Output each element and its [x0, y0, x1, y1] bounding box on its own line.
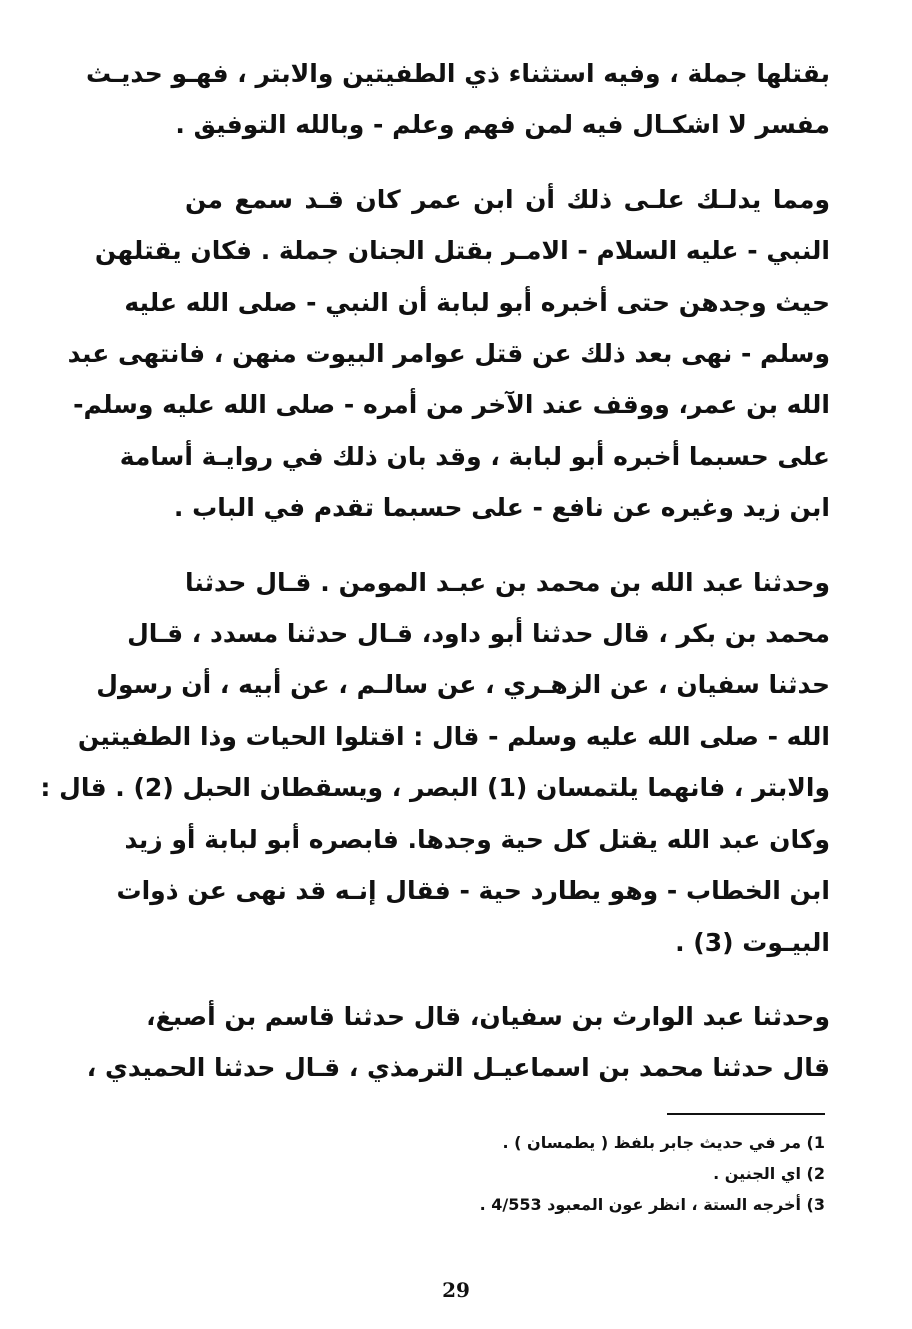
text-line: والابتر ، فانهما يلتمسان (1) البصر ، ويسقطان الحبل (2) . قال : — [40, 773, 830, 803]
page-number: 29 — [442, 1278, 470, 1302]
text-line: ومما يدلـك علـى ذلك أن ابن عمر كان قـد سمع من — [185, 184, 830, 214]
text-line: وسلم - نهى بعد ذلك عن قتل عوامر البيوت منهن ، فانتهى عبد — [67, 339, 830, 369]
footnote-3: 3) أخرجه الستة ، انظر عون المعبود 4/553 . — [479, 1195, 825, 1214]
main-text — [40, 48, 830, 1094]
text-line: مفسر لا اشكـال فيه لمن فهم وعلم - وبالله التوفيق . — [175, 110, 830, 140]
footnote-1: 1) مر في حديث جابر بلفظ ( يطمسان ) . — [502, 1133, 825, 1152]
footnote-2: 2) اي الجنين . — [713, 1164, 825, 1183]
text-line: حدثنا سفيان ، عن الزهـري ، عن سالـم ، عن أبيه ، أن رسول — [96, 670, 830, 700]
text-line: ابن زيد وغيره عن نافع - على حسبما تقدم في الباب . — [173, 493, 830, 523]
paragraph-3 — [40, 557, 830, 968]
paragraph-1 — [85, 48, 830, 151]
text-line: حيث وجدهن حتى أخبره أبو لبابة أن النبي - صلى الله عليه — [124, 287, 830, 317]
text-line: البيـوت (3) . — [675, 927, 830, 957]
text-line: وحدثنا عبد الله بن محمد بن عبـد المومن . قـال حدثنا — [185, 567, 830, 597]
footnotes — [330, 1127, 825, 1220]
text-line: قال حدثنا محمد بن اسماعيـل الترمذي ، قـال حدثنا الحميدي ، — [86, 1053, 830, 1083]
text-line: على حسبما أخبره أبو لبابة ، وقد بان ذلك في روايـة أسامة — [119, 441, 830, 471]
text-line: الله بن عمر، ووقف عند الآخر من أمره - صلى الله عليه وسلم- — [73, 390, 830, 420]
text-line: النبي - عليه السلام - الامـر بقتل الجنان جملة . فكان يقتلهن — [94, 236, 830, 266]
paragraph-4 — [86, 991, 830, 1094]
text-line: الله - صلى الله عليه وسلم - قال : اقتلوا الحيات وذا الطفيتين — [77, 721, 830, 751]
paragraph-2 — [67, 174, 830, 534]
text-line: محمد بن بكر ، قال حدثنا أبو داود، قـال حدثنا مسدد ، قـال — [127, 619, 830, 649]
text-line: وحدثنا عبد الوارث بن سفيان، قال حدثنا قاسم بن أصبغ، — [146, 1001, 830, 1031]
text-line: ابن الخطاب - وهو يطارد حية - فقال إنـه قد نهى عن ذوات — [116, 876, 830, 906]
text-line: وكان عبد الله يقتل كل حية وجدها. فابصره أبو لبابة أو زيد — [124, 824, 830, 854]
text-line: بقتلها جملة ، وفيه استثناء ذي الطفيتين والابتر ، فهـو حديـث — [85, 59, 830, 88]
footnote-divider — [667, 1113, 825, 1115]
